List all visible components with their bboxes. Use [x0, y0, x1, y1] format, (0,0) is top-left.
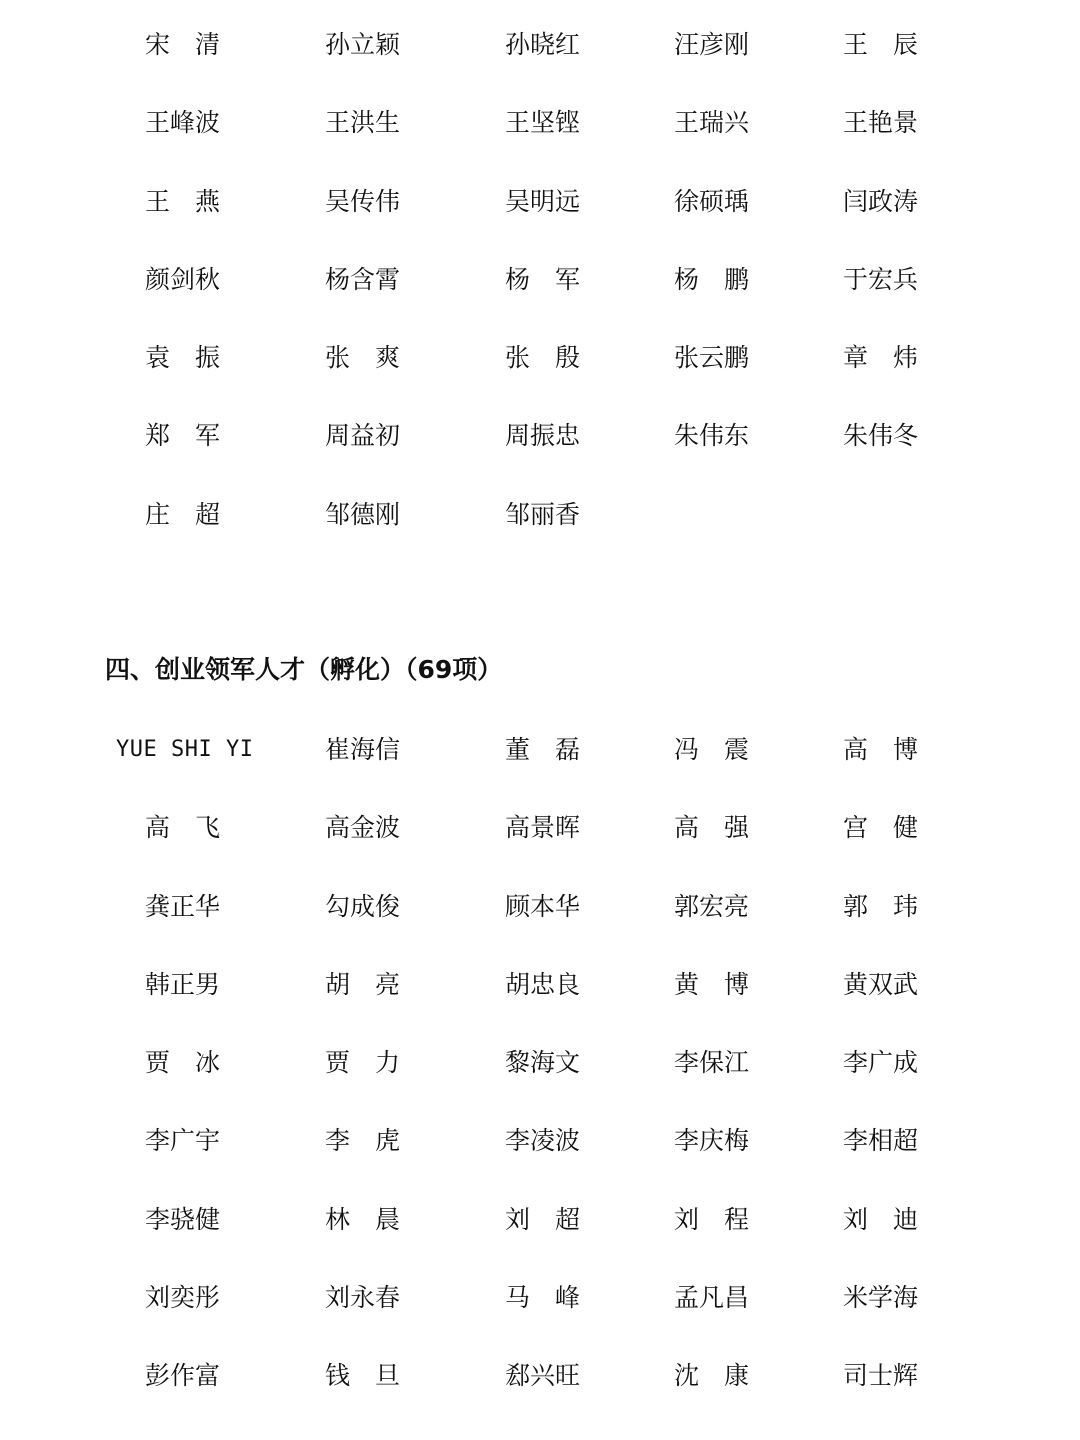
name-entry: 马 峰 — [505, 1283, 581, 1313]
name-entry: 王坚铿 — [505, 108, 581, 138]
name-entry: 徐硕瑀 — [674, 186, 750, 216]
name-entry: 闫政涛 — [843, 186, 919, 216]
name-entry: 庄 超 — [145, 499, 221, 529]
section-heading: 四、创业领军人才（孵化）（69项） — [105, 655, 503, 684]
name-row — [0, 421, 1080, 499]
name-entry: 王峰波 — [145, 108, 221, 138]
name-entry: 周振忠 — [505, 421, 581, 451]
name-entry: 米学海 — [843, 1283, 919, 1313]
name-entry: 张云鹏 — [674, 343, 750, 373]
name-entry: 刘 超 — [505, 1204, 581, 1234]
name-entry: 孟凡昌 — [674, 1283, 750, 1313]
name-row — [0, 108, 1080, 186]
name-entry: 宫 健 — [843, 813, 919, 843]
name-entry: 高金波 — [325, 813, 401, 843]
name-entry: 彭作富 — [145, 1361, 221, 1391]
name-entry: 高景晖 — [505, 813, 581, 843]
name-entry: 崔海信 — [325, 735, 401, 764]
name-row — [0, 1126, 1080, 1204]
name-entry: 高 强 — [674, 813, 750, 843]
name-row — [0, 813, 1080, 891]
name-entry: 钱 旦 — [325, 1361, 401, 1391]
name-row — [0, 265, 1080, 343]
name-entry: 黄双武 — [843, 969, 919, 999]
name-entry: 汪彦刚 — [674, 30, 750, 59]
name-entry: 李广成 — [843, 1048, 919, 1078]
name-entry: 王艳景 — [843, 108, 919, 138]
name-entry: 贾 冰 — [145, 1048, 221, 1078]
name-entry: 郭 玮 — [843, 891, 919, 921]
name-row — [0, 1361, 1080, 1439]
name-entry: 吴传伟 — [325, 186, 401, 216]
name-entry: 宋 清 — [145, 30, 221, 59]
name-entry: 吴明远 — [505, 186, 581, 216]
name-entry: 朱伟东 — [674, 421, 750, 451]
name-entry: 勾成俊 — [325, 891, 401, 921]
name-entry: 王 燕 — [145, 186, 221, 216]
name-entry: 郑 军 — [145, 421, 221, 451]
name-entry: 贾 力 — [325, 1048, 401, 1078]
name-entry: 张 殷 — [505, 343, 581, 373]
name-list-top — [0, 30, 1080, 578]
name-entry: 高 飞 — [145, 813, 221, 843]
name-row — [0, 500, 1080, 578]
name-entry: 张 爽 — [325, 343, 401, 373]
name-row — [0, 970, 1080, 1048]
name-entry: 杨 鹏 — [674, 264, 750, 294]
name-entry: 孙立颖 — [325, 30, 401, 59]
name-row — [0, 30, 1080, 108]
name-entry: 李凌波 — [505, 1126, 581, 1156]
name-entry: 孙晓红 — [505, 30, 581, 59]
name-entry: 袁 振 — [145, 343, 221, 373]
name-entry: 李 虎 — [325, 1126, 401, 1156]
name-entry: 周益初 — [325, 421, 401, 451]
name-entry: 龚正华 — [145, 891, 221, 921]
name-entry: 李保江 — [674, 1048, 750, 1078]
name-row — [0, 187, 1080, 265]
name-entry: 杨 军 — [505, 264, 581, 294]
name-entry: 邹德刚 — [325, 499, 401, 529]
name-entry: 刘永春 — [325, 1283, 401, 1313]
name-row — [0, 1283, 1080, 1361]
name-entry: 林 晨 — [325, 1204, 401, 1234]
name-entry: 王 辰 — [843, 30, 919, 59]
name-row — [0, 1205, 1080, 1283]
name-entry: 沈 康 — [674, 1361, 750, 1391]
name-entry: 高 博 — [843, 735, 919, 764]
name-entry: 杨含霄 — [325, 264, 401, 294]
name-entry: 黄 博 — [674, 969, 750, 999]
name-entry: 于宏兵 — [843, 264, 919, 294]
name-entry: 李庆梅 — [674, 1126, 750, 1156]
name-entry: 董 磊 — [505, 735, 581, 764]
name-entry: 冯 震 — [674, 735, 750, 764]
name-entry: 韩正男 — [145, 969, 221, 999]
name-list-section4 — [0, 735, 1080, 1440]
name-entry: 王瑞兴 — [674, 108, 750, 138]
name-entry: 司士辉 — [843, 1361, 919, 1391]
name-entry: 颜剑秋 — [145, 264, 221, 294]
name-entry: 李骁健 — [145, 1204, 221, 1234]
name-entry: 刘 迪 — [843, 1204, 919, 1234]
name-row — [0, 343, 1080, 421]
name-entry: 王洪生 — [325, 108, 401, 138]
name-entry: 章 炜 — [843, 343, 919, 373]
name-row — [0, 1048, 1080, 1126]
name-entry: 顾本华 — [505, 891, 581, 921]
name-entry: YUE SHI YI — [116, 737, 254, 762]
name-entry: 黎海文 — [505, 1048, 581, 1078]
name-row — [0, 735, 1080, 813]
name-entry: 李广宇 — [145, 1126, 221, 1156]
name-entry: 郭宏亮 — [674, 891, 750, 921]
name-entry: 郄兴旺 — [505, 1361, 581, 1391]
name-entry: 胡 亮 — [325, 969, 401, 999]
name-entry: 朱伟冬 — [843, 421, 919, 451]
name-entry: 邹丽香 — [505, 499, 581, 529]
name-entry: 刘奕彤 — [145, 1283, 221, 1313]
name-row — [0, 892, 1080, 970]
name-entry: 胡忠良 — [505, 969, 581, 999]
name-entry: 刘 程 — [674, 1204, 750, 1234]
name-entry: 李相超 — [843, 1126, 919, 1156]
